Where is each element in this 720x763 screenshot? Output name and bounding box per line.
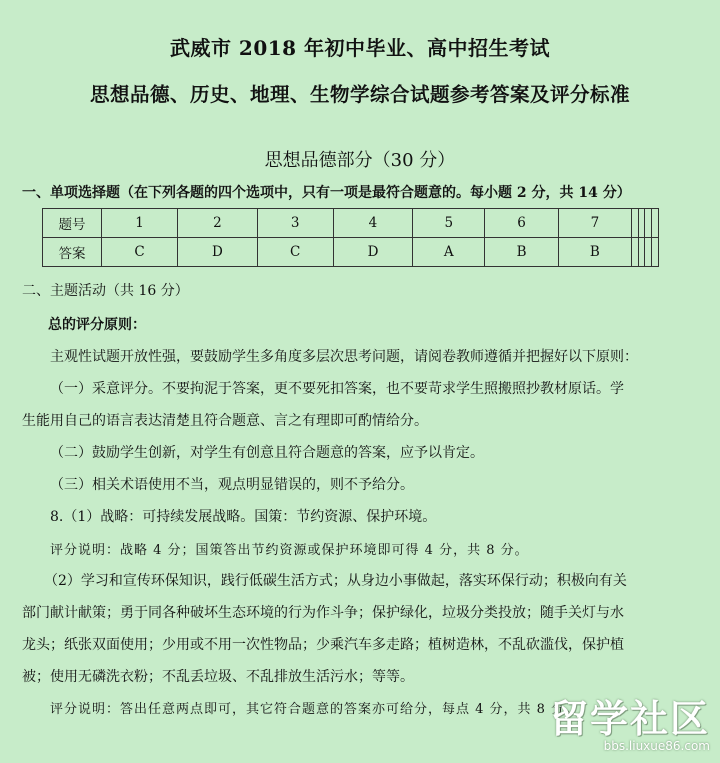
table-cell: 1 — [102, 209, 178, 238]
table-cell: 5 — [413, 209, 485, 238]
table-row — [43, 209, 659, 238]
part2-heading: 二、主题活动（共 16 分） — [22, 283, 189, 299]
table-cell: A — [413, 238, 485, 267]
watermark — [550, 688, 710, 753]
table-cell — [652, 209, 659, 238]
body-line: 龙头；纸张双面使用；少用或不用一次性物品；少乘汽车多走路；植树造林，不乱砍滥伐，保护植 — [22, 637, 624, 653]
table-cell — [645, 209, 652, 238]
scoring-note: 评分说明：答出任意两点即可，其它符合题意的答案亦可给分，每点 4 分，共 8 分。 — [50, 702, 580, 717]
part1-heading-number: 一、 — [22, 185, 50, 201]
watermark-url: bbs.liuxue86.com — [603, 739, 710, 753]
table-cell: 3 — [257, 209, 333, 238]
body-line: （三）相关术语使用不当，观点明显错误的，则不予给分。 — [50, 477, 414, 493]
table-cell: 7 — [558, 209, 631, 238]
table-cell: D — [333, 238, 412, 267]
table-cell: C — [102, 238, 178, 267]
table-cell — [632, 238, 639, 267]
table-cell — [638, 238, 645, 267]
body-line: 部门献计献策；勇于同各种破坏生态环境的行为作斗争；保护绿化，垃圾分类投放；随手关灯与水 — [22, 605, 624, 621]
document-subtitle: 思想品德、历史、地理、生物学综合试题参考答案及评分标准 — [89, 83, 630, 106]
part1-heading-text: 单项选择题（在下列各题的四个选项中，只有一项是最符合题意的。每小题 2 分，共 14 分） — [50, 185, 631, 201]
body-line: （2）学习和宣传环保知识，践行低碳生活方式；从身边小事做起，落实环保行动；积极向有关 — [44, 573, 627, 589]
table-cell: B — [558, 238, 631, 267]
answer-table — [42, 208, 659, 267]
table-cell: C — [257, 238, 333, 267]
section-title: 思想品德部分（30 分） — [264, 150, 456, 171]
principle-title: 总的评分原则： — [48, 317, 146, 333]
table-row-label: 答案 — [43, 238, 102, 267]
watermark-brand: 留学社区 — [549, 697, 710, 741]
part1-heading — [22, 182, 631, 202]
table-cell: B — [485, 238, 558, 267]
table-row — [43, 238, 659, 267]
body-line: 生能用自己的语言表达清楚且符合题意、言之有理即可酌情给分。 — [22, 413, 428, 429]
table-cell: 6 — [485, 209, 558, 238]
table-row-label: 题号 — [43, 209, 102, 238]
table-cell — [632, 209, 639, 238]
table-cell: 2 — [178, 209, 257, 238]
body-line: （二）鼓励学生创新，对学生有创意且符合题意的答案，应予以肯定。 — [50, 445, 484, 461]
scoring-note: 评分说明：战略 4 分；国策答出节约资源或保护环境即可得 4 分，共 8 分。 — [50, 543, 529, 558]
table-cell: D — [178, 238, 257, 267]
table-cell — [645, 238, 652, 267]
document-title: 武威市 2018 年初中毕业、高中招生考试 — [169, 36, 551, 60]
table-cell — [652, 238, 659, 267]
body-line: 8.（1）战略：可持续发展战略。国策：节约资源、保护环境。 — [50, 509, 437, 525]
body-line: （一）采意评分。不要拘泥于答案，更不要死扣答案，也不要苛求学生照搬照抄教材原话。学 — [50, 381, 624, 397]
table-cell: 4 — [333, 209, 412, 238]
body-line: 主观性试题开放性强，要鼓励学生多角度多层次思考问题，请阅卷教师遵循并把握好以下原则： — [50, 349, 638, 365]
body-line: 被；使用无磷洗衣粉；不乱丢垃圾、不乱排放生活污水；等等。 — [22, 669, 414, 685]
table-cell — [638, 209, 645, 238]
